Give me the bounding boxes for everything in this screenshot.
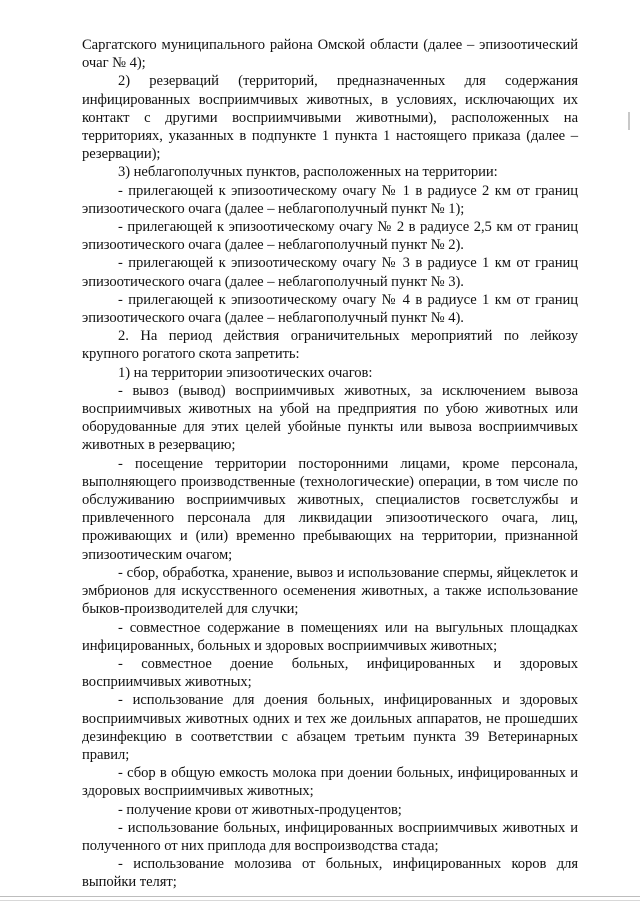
section-heading-prohibitions: 2. На период действия ограничительных мероприятий по лейкозу крупного рогатого скота запретить: [82,328,578,363]
subsection-heading-ochag-territory: 1) на территории эпизоотических очагов: [118,364,373,381]
list-item-point-3: - прилегающей к эпизоотическому очагу № 3 в радиусе 1 км от границ эпизоотического очага (далее – неблагополучный пункт № 3). [82,255,578,290]
scan-edge-line-secondary [0,900,640,901]
list-item-milk-collection-ban: - сбор в общую емкость молока при доении больных, инфицированных и здоровых восприимчивых животных; [82,765,578,800]
list-item-reproduction-ban: - использование больных, инфицированных восприимчивых животных и полученного от них приплода для воспроизводства стада; [82,819,578,854]
paragraph-reservations: 2) резерваций (территорий, предназначенных для содержания инфицированных восприимчивых животных, в условиях, исключающих их контакт с другими восприимчивыми животными), расположенных на территориях, указанных в подпункте 1 пункта 1 настоящего приказа (далее – резервации); [82,73,578,163]
list-item-milking-apparatus-ban: - использование для доения больных, инфицированных и здоровых восприимчивых животных одних и тех же доильных аппаратов, не прошедших дезинфекцию в соответствии с абзацем третьим пункта 39 Ветеринарных правил; [82,692,578,763]
paragraph-unfavorable-points: 3) неблагополучных пунктов, расположенных на территории: [118,164,498,181]
list-item-blood-ban: - получение крови от животных-продуцентов; [118,801,402,818]
list-item-joint-milking-ban: - совместное доение больных, инфицированных и здоровых восприимчивых животных; [82,655,578,691]
list-item-colostrum-ban: - использование молозива от больных, инфицированных коров для выпойки телят; [82,856,578,891]
list-item-visit-ban: - посещение территории посторонними лицами, кроме персонала, выполняющего производственные (технологические) операции, в том числе по обслуживанию восприимчивых животных, специалистов госветслужбы и привлеченного персонала для ликвидации эпизоотического очага, лиц, проживающих и (или) временно пребывающих на территории, признанной эпизоотическим очагом; [82,455,578,563]
list-item-sperm-ban: - сбор, обработка, хранение, вывоз и использование спермы, яйцеклеток и эмбрионов для искусственного осеменения животных, а также использование быков-производителей для случки; [82,564,578,618]
list-item-joint-keeping-ban: - совместное содержание в помещениях или на выгульных площадках инфицированных, больных и здоровых восприимчивых животных; [82,619,578,654]
scan-margin-mark [628,112,630,130]
document-page [82,36,578,892]
list-item-export-ban: - вывоз (вывод) восприимчивых животных, за исключением вывоза восприимчивых животных на убой на предприятия по убою животных или оборудованные для этих целей убойные пункты или вывоза восприимчивых животных в резервацию; [82,382,578,454]
list-item-point-4: - прилегающей к эпизоотическому очагу № 4 в радиусе 1 км от границ эпизоотического очага (далее – неблагополучный пункт № 4). [82,291,578,327]
list-item-point-1: - прилегающей к эпизоотическому очагу № 1 в радиусе 2 км от границ эпизоотического очага (далее – неблагополучный пункт № 1); [82,182,578,217]
list-item-point-2: - прилегающей к эпизоотическому очагу № 2 в радиусе 2,5 км от границ эпизоотического очага (далее – неблагополучный пункт № 2). [82,219,578,254]
scan-edge-line [0,896,640,897]
paragraph-ochag-4: Саргатского муниципального района Омской области (далее – эпизоотический очаг № 4); [82,37,578,72]
